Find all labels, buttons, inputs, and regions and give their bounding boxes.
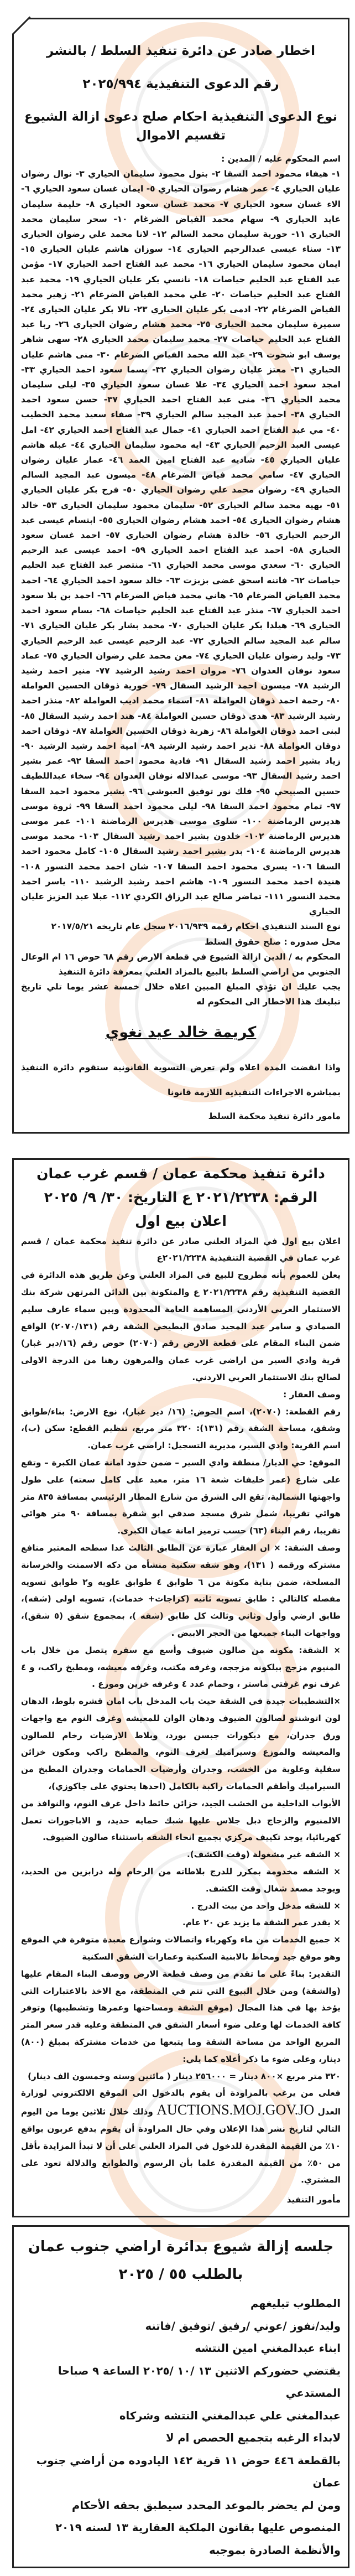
line: ابناء عبدالمغني امين النتشه — [195, 2342, 341, 2355]
judgment: المحكوم به / الدين ازالة الشيوع في قطعة الارض رقم ٦٨ حوض ١٦ ام الوعال الجنوبي من اراضي السلط بالبيع بالمزاد العلني بمعرفة دائرة التنفيذ — [21, 951, 341, 977]
line: لابداء الرغبه بتجميع الحصص ام لا — [165, 2432, 341, 2445]
paragraph: يعلن للعموم بأنه مطروح للبيع في المزاد العلني وعن طريق هذه الدائرة في القضية التنفيذية رقم ٢٠٢١/٢٢٣٨ ع والمتكونة بين الدائن المرتهن شركة بنك الاستثمار العربي الأردني المساهمة العامة المحدودة وبين سماء عارف سليم الصمادي و سامر عبد المجيد صادق البطيخي الشقة رقم (٢٠٧٠/١٣١) الواقع ضمن البناء المقام على قطعة الارض رقم (٢٠٧٠) حوض رقم (١٦/دير غبار) قرية وادي السير من اراضي غرب عمان والمرهون رهنا من الدرجة الاولى لصالح بنك الاستثمار العربي الاردني. — [21, 1270, 341, 1382]
bid-text: فعلى من يرغب بالمزاودة أن يقوم بالدخول الى الموقع الالكتروني لوزارة العدل — [21, 2088, 341, 2117]
paragraph: وصف الشقة: × ان العقار عبارة عن الطابق الثالث عدا سطحه المعتبر منافع مشتركه ورقمه ( ١٣١)، وهو شقه سكنية منشأه من دكه الاسمنت والخرسانة المسلحة، ضمن بناية مكونة من ٦ طوابق ٤ طوابق علويه و٢ طوابق تسويه مفصله كالتالي : طابق تسويه ثانيه (كراجات+ خدمات)، تسويه اولى (شقه)، طابق ارضي وأول وثاني وثالث كل طابق (شقه )، بمجموع شقق (٥ شقق)، وواجهات البناء جميعها من الحجر الابيض . — [21, 1542, 341, 1638]
line: يقتضي حضوركم الاثنين ١٣ /١٠ /٢٠٢٥ الساعة ٩ صباحا — [58, 2364, 341, 2377]
obligation: يجب عليك ان تؤدي المبلغ المبين اعلاه خلال خمسة عشر يوما تلي تاريخ تبليغك هذا الاخطار الى المحكوم له — [21, 982, 341, 1007]
warning: واذا انقضت المدة اعلاه ولم تعرض التسوية القانونية ستقوم دائرة التنفيذ بمباشرة الاجراءات التنفيذية اللازمة قانونا — [21, 1062, 341, 1097]
signature: مامور دائرة تنفيذ محكمة السلط — [208, 1111, 341, 1121]
notice-south-amman-lands — [12, 2225, 349, 2568]
paragraph: الأبواب الداخلية من الخشب الجيد، خزائن حائط داخل غرف النوم، والنوافذ من الالمنيوم والزجاج دبل جلاس عليها شبك حمايه حديد، و الاباجورات تعمل كهربائيا، يوجد تكييف مركزي بجميع انحاء الشقه باستثناء صالون الضيوف. — [21, 1798, 341, 1843]
line: ومن لم يحضر بالموعد المحدد سيطبق بحقه الأحكام المنصوص عليها بقانون الملكية العقارية ١٣ لسنه ٢٠١٩ والأنظمة الصادرة بموجبه — [55, 2499, 341, 2557]
case-number: رقم الدعوى التنفيذية ٢٠٢٥/٩٩٤ — [82, 77, 279, 91]
reference: الرقم: ٢٠٢١/٢٢٣٨ ع التاريخ: ٣٠/ ٩/ ٢٠٢٥ — [44, 1189, 318, 1205]
paragraph: رقم القطعة: (٢٠٧٠)، اسم الحوض: (١٦/ دير غبار)، نوع الارض: بناء/طوابق وشقق، مساحة الشقة رقم (١٣١): ٣٢٠ متر مربع، تنظيم القطع: سكن (ب)، اسم القرية: وادي السير، مديرية التسجيل: اراضي غرب عمان. — [21, 1406, 341, 1451]
notice-salt-execution — [12, 18, 349, 1134]
notice-title: دائرة تنفيذ محكمة عمان / قسم غرب عمان — [36, 1165, 325, 1181]
line: بالقطعة ٤٤٦ حوض ١١ قرية ١٤٢ اليادوده من أراضي جنوب عمان — [36, 2454, 341, 2490]
paragraph: × الشقه غير مشغولة (وقت الكشف). — [187, 1849, 341, 1860]
valuation: التقدير: بناءً على ما تقدم من وصف قطعة الارض ووصف البناء المقام عليها (والشقة) ومن خلال البيوع التي تتم في المنطقة، مع الاخذ بالاعتبارات التي يؤخذ بها في هذا المجال (موقع الشقة ومساحتها وعمرها وتشطيبها) وتوفر كافة الخدمات لها وعلى ضوء أسعار الشقق في المنطقة وعليه قدر سعر المتر المربع الواحد من مساحة الشقة وما يتبعها من خدمات مشتركة بمبلغ (٨٠٠) دينار، وعلى ضوء ما ذكر أعلاه كما يلي: — [21, 1968, 341, 2064]
paragraph: × الشقة: مكونه من صالون ضيوف وأسع مع سفره يتصل من خلال باب المنيوم مزجج ببلكونه مزججه، وغرفه مكتب، وغرفه معيشه، ومطبخ راكب، و ٤ غرف نوم غرفتي ماستر ، وحمام عدد ٤ وغرفه خزين وموزع . — [21, 1645, 341, 1689]
paragraph: × جميع الخدمات من ماء وكهرباء واتصالات وشوارع معبدة متوفرة في الموقع وهو موقع جيد ومحاط بالابنية السكنية وعمارات الشقق السكنية — [21, 1935, 341, 1962]
paragraph: اعلان بيع اول في المزاد العلني صادر عن دائرة تنفيذ محكمة عمان / قسم غرب عمان في القضية التنفيذية ٢٠٢١/٢٢٣٨ع — [21, 1236, 341, 1263]
bid-text: وذلك خلال ثلاثين يوما من اليوم التالي لتاريخ نشر هذا الإعلان وفي حال المزاودة أن يقوم بدفع عربون بواقع ١٠٪ من القيمة المقدرة للدخول في المزاد العلني على أن لا تبدأ المزايدة بأقل من ٥٠٪ من القيمة المقدرة علما بأن الرسوم والطوابع والدلالة تعود على المشتري. — [21, 2107, 341, 2185]
paragraph: وصف العقار : — [283, 1389, 341, 1400]
paragraph: × للشقه مدخل واحد من بيت الدرج . — [191, 1900, 341, 1911]
paragraph: × الشقه مخدومة بمكرر للدرج بلاطاته من الرخام وله درابزين من الحديد، ويوجد مصعد شغال وقت الكشف. — [21, 1867, 341, 1894]
debtors-list: ١- هيفاء محمود احمد السقا ٢- بتول محمود سليمان الحياري ٣- نوال رضوان عليان الحياري ٤- عمر هشام رضوان الحياري ٥- ايمان غسان سعود الحياري ٦- الاء غسان سعود الحياري ٧- محمد غسان سعود الحياري ٨- حليمة سليمان عايد الحياري ٩- سهام محمد الفياض الضرغام ١٠- سحر سليمان محمد الحياري ١١- حورية سليمان محمد السالم ١٢- لانا محمد علي رضوان الحياري ١٣- سناء عيسى عبدالرحيم الحياري ١٤- سوزان هاشم عليان الحياري ١٥- ايمان محمود سليمان الحياري ١٦- محمد عبد الفتاح احمد الحياري ١٧- مؤمن عبد الفتاح عبد الحليم حياصات ١٨- نانسي بكر عليان الحياري ١٩- محمد عبد الفتاح عبد الحليم حياصات ٢٠- علي محمد الفياض الضرغام ٢١- زهير محمد الفياض الضرغام ٢٢- ادمى بكر عليان الحياري ٢٣- تالا بكر عليان الحياري ٢٤- سميرة سليمان محمد الحياري ٢٥- محمد هشام رضوان الحياري ٢٦- ربا عبد الفتاح عبد الحليم حياصات ٢٧- محمد سليمان محمد الحياري ٢٨- سهى شاهر يوسف ابو شحوت ٢٩- عبد الله محمد الفياض الضرغام ٣٠- منى هاشم عليان الحياري ٣١- معتز عليان رضوان الحياري ٣٢- بسما سعود احمد الحياري ٣٣- امجد سعود احمد الحياري ٣٤- علا غسان سعود الحياري ٣٥- ليلى سليمان محمد الحياري ٣٦- منى عبد الفتاح احمد الحياري ٣٧- حسن سعود احمد الحياري ٣٨- احمد عبد المجيد سالم الحياري ٣٩- صفاء سعيد محمد الخطيب ٤٠- مي عبد الفتاح احمد الحياري ٤١- جمال عبد الفتاح احمد الحياري ٤٢- امل عيسى العبد الرحيم الحياري ٤٣- ايه محمود سليمان الحياري ٤٤- عبله هاشم عليان الحياري ٤٥- شاديه عبد الفتاح امين العمد ٤٦- عمار عليان رضوان الحياري ٤٧- سامي محمد فياض الضرغام ٤٨- ميسون عبد المجيد السالم الحياري ٤٩- رضوان محمد علي رضوان الحياري ٥٠- فرح بكر عليان الحياري ٥١- بهيه محمد سالم الحياري ٥٢- سليمان محمود سليمان الحياري ٥٣- خالد هشام رضوان الحياري ٥٤- احمد هشام رضوان الحياري ٥٥- ابتسام عيسى عبد الرحيم الحياري ٥٦- خالدة هشام رضوان الحياري ٥٧- احمد غسان سعود الحياري ٥٨- احمد عبد الفتاح احمد الحياري ٥٩- احمد عيسى عبد الرحيم الحياري ٦٠- سعدي موسى محمد الحياري ٦١- منتصر عبد الفتاح عبد الحليم حياصات ٦٢- فاتنه اسحق غضى بزبزت ٦٣- خالد سعود احمد الحياري ٦٤- احمد محمد الفياض الضرغام ٦٥- هاني محمد فياض الضرغام ٦٦- احمد بن بلا سعود احمد الحياري ٦٧- منذر عبد الفتاح عبد الحليم حياصات ٦٨- بسام سعود احمد الحياري ٦٩- هيلدا بكر عليان الحياري ٧٠- محمد بشار بكر عليان الحياري ٧١- سالم عبد المجيد سالم الحياري ٧٢- عبد الرحيم عيسى عبد الرحيم الحياري ٧٣- وليد رضوان عليان الحياري ٧٤- معن محمد علي رضوان الحياري ٧٥- عماد سعود نوفان العدوان ٧٦- مروان احمد رشيد الرشيد ٧٧- منير احمد رشيد الرشيد ٧٨- ميسون احمد الرشيد السقال ٧٩- حورية ذوقان الحسين العواملة ٨٠- رحمة احمد ذوقان العواملة ٨١- اسماء محمد اديب العواملة ٨٢- منذر احمد رشيد الرشيد ٨٣- هدى ذوقان حسين العواملة ٨٤- هند احمد رشيد السقال ٨٥- لبنى احمد ذوقان العواملة ٨٦- زهرية ذوقان الحسين العواملة ٨٧- ذوقان احمد ذوقان العواملة ٨٨- نذير احمد رشيد الرشيد ٨٩- امية احمد رشيد الرشيد ٩٠- زياد بشير احمد رشيد السقال ٩١- فادية محمود احمد السقا ٩٢- عمر بشير احمد رشيد السقال ٩٣- موسى عبدالاله نوفان العدوان ٩٤- سخاء عبداللطيف حسين الصبيحي ٩٥- فلك نور توفيق العبوشي ٩٦- بشير محمود احمد السقا ٩٧- تمام محمود احمد السقا ٩٨- ليلى محمود احمد السقا ٩٩- ثروة موسى هديرس الرماضنة ١٠٠- سلوى موسى هديرس الرماضنة ١٠١- عمر موسى هديرس الرماضنة ١٠٢- خلدون بشير احمد رشيد السقال ١٠٣- محمد موسى هديرس الرماضنة ١٠٤- بدر بشير احمد رشيد السقال ١٠٥- كامل محمود احمد السقا ١٠٦- يسرى محمود احمد السقا ١٠٧- شان احمد محمد النسور ١٠٨- هنيدة احمد محمد النسور ١٠٩- هاشم احمد رشيد الرشيد ١١٠- ياسر احمد محمد النسور ١١١- تماضر صالح عبد الرزاق الكردي ١١٢- عبلا عبد العزيز عليان الحياري — [21, 169, 341, 917]
bidding-instructions — [21, 2085, 341, 2189]
line: عبدالمغني علي عبدالمغني النتشه وشركاه — [119, 2409, 341, 2422]
signature: مأمور التنفيذ — [286, 2195, 341, 2205]
notice-amman-auction — [12, 1158, 349, 2218]
price-calculation: ٣٢٠ متر مربع ×٨٠٠ دينار = ٢٥٦٠٠٠ دينار ( مائتين وسته وخمسون الف دينار) — [28, 2071, 341, 2081]
paragraph: الموقع: حي الديار/ منطقة وادي السير – ضمن حدود امانة عمان الكبرة – وتقع على شارع (عمر خليفات شعة ١٦ متر، معبد على كامل سعته) على طول واجهتها الشمالية، تقع الى الشرق من شارع المطار الرئيسي بمسافة ٨٣٥ متر هوائي تقريبا، شمل شرق مسجد صدقي ابو شقرة بمسافة ٩٠ متر هوائي تقريبا، رقم البناء (٦٣) حسب ترميز امانة عمان الكبرى. — [21, 1457, 341, 1536]
paragraph: ×التشطيبات جيدة في الشقة حيث باب المدخل باب امان قشره بلوط، الدهان لون اتوشنتو لصالون الضيوف ودهان الوان للمعيشه وغرف النوم مع واجهات ورق جدران، مع ديكورات جبسن بورد، وبلاط الارضيات رخام للصالون والمعيشه والموزع وسيراميك لغرف النوم، والمطبخ راكب ومكون خزائن سفلية وعلوية من الخشب، وجدران وأرضيات الحمامات وجدران المطبخ من السيراميك وأطقم الحمامات راكبة بالكامل (احدها يحتوي على جاكوزي)، — [21, 1696, 341, 1792]
creditor-name: كريمة خالد عيد نغوي — [105, 1023, 257, 1041]
line: المطلوب تبليغهم — [250, 2297, 341, 2310]
debtor-label: اسم المحكوم عليه / المدين : — [221, 154, 341, 164]
paragraph: × يقدر عمر الشقة ما يزيد عن ٢٠ عام. — [182, 1917, 341, 1928]
auction-url-link[interactable]: AUCTIONS.MOJ.GOV.JO — [156, 2102, 315, 2118]
issued-at: محل صدوره : صلح حقوق السلط — [205, 936, 341, 947]
notice-title: اخطار صادر عن دائرة تنفيذ السلط / بالنشر — [46, 44, 315, 58]
line: وليد/نفوز /عوني /رفيق /توفيق /فاتنه — [145, 2319, 341, 2333]
line: المستدعي — [285, 2387, 341, 2400]
bond-type: نوع السند التنفيذي احكام رقمه ٢٠١٦/٩٣٩ سجل عام تاريخه ٢٠١٧/٥/٢١ — [51, 921, 341, 932]
notice-title: جلسه إزالة شيوع بدائرة اراضي جنوب عمان — [28, 2238, 334, 2256]
case-type: نوع الدعوى التنفيذية احكام صلح دعوى ازالة الشيوع تقسيم الاموال — [24, 110, 337, 143]
request-number: بالطلب ٥٥ / ٢٠٢٥ — [118, 2266, 243, 2283]
subtitle: اعلان بيع اول — [135, 1212, 227, 1229]
